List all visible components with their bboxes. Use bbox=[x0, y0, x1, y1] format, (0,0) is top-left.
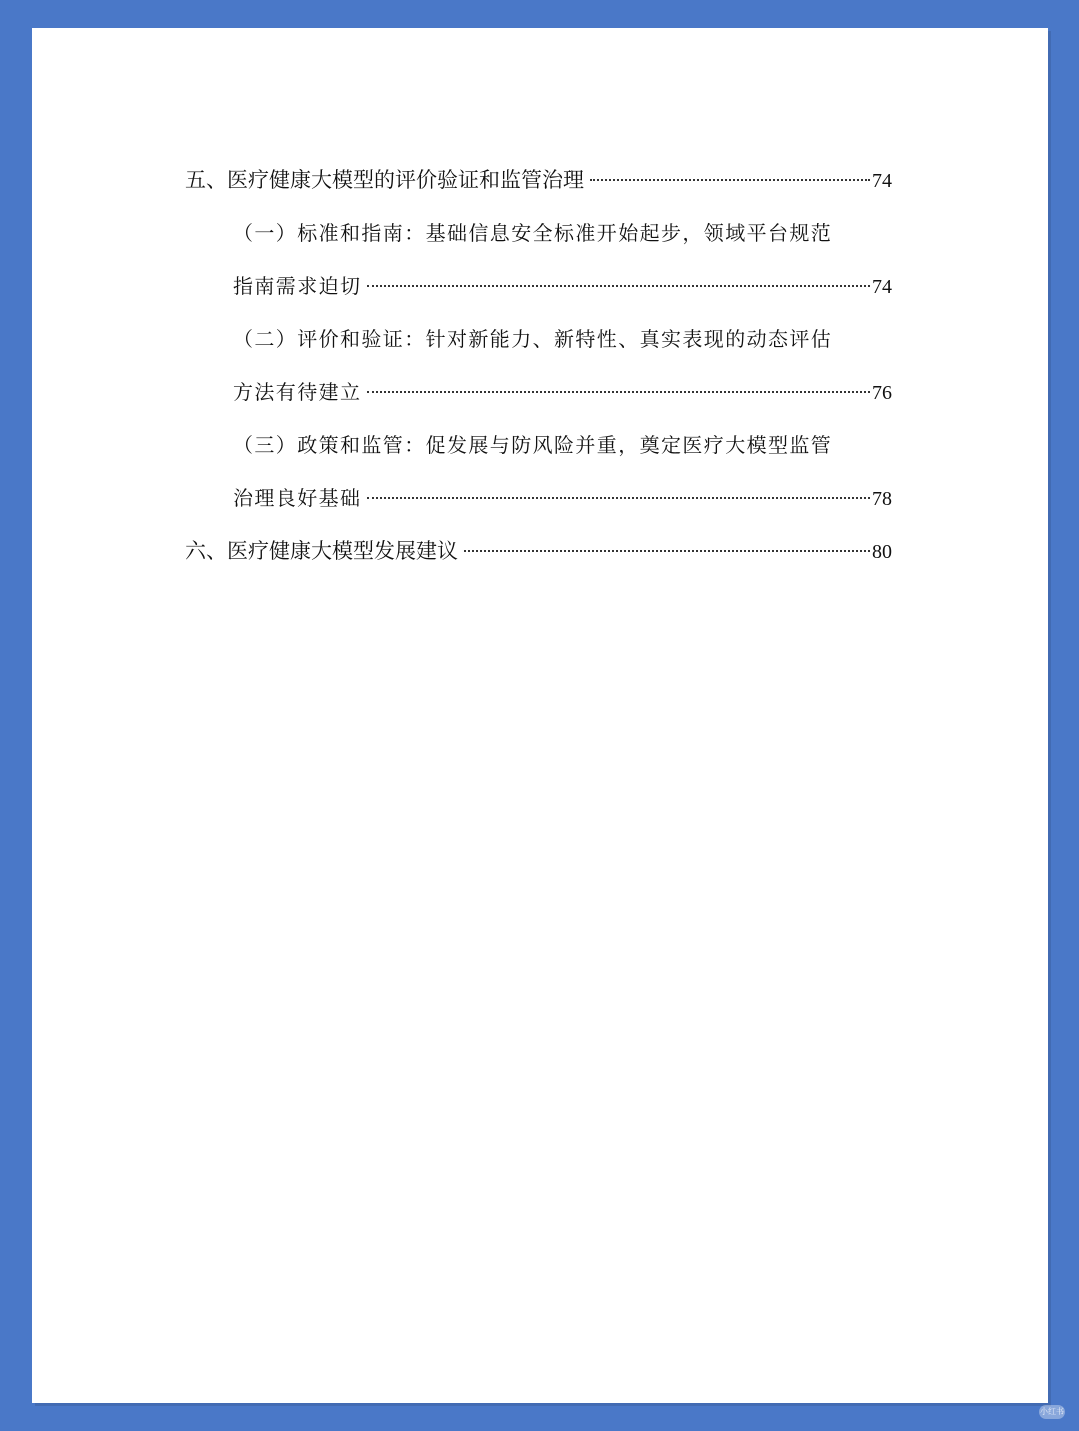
toc-entry-5-2-title: （二）评价和验证：针对新能力、新特性、真实表现的动态评估 bbox=[233, 327, 833, 351]
toc-entry-5-2-line2[interactable] bbox=[185, 366, 892, 419]
toc-entry-5-3-title: （三）政策和监管：促发展与防风险并重，奠定医疗大模型监管 bbox=[233, 433, 833, 457]
toc-entry-6[interactable] bbox=[185, 525, 892, 578]
toc-entry-5-3-line1[interactable] bbox=[185, 419, 892, 472]
toc-entry-5-page: 74 bbox=[872, 170, 892, 192]
toc-dot-leader bbox=[367, 497, 870, 499]
toc-entry-6-title: 六、医疗健康大模型发展建议 bbox=[185, 539, 458, 563]
toc-entry-5-1-title: （一）标准和指南：基础信息安全标准开始起步，领域平台规范 bbox=[233, 221, 833, 245]
watermark-badge: 小红书 bbox=[1039, 1405, 1065, 1419]
toc-entry-5-1-title-cont: 指南需求迫切 bbox=[233, 274, 362, 298]
toc-entry-5-2-title-cont: 方法有待建立 bbox=[233, 380, 362, 404]
toc-dot-leader bbox=[590, 179, 870, 181]
toc-entry-5-1-line1[interactable] bbox=[185, 207, 892, 260]
toc-entry-5-3-title-cont: 治理良好基础 bbox=[233, 486, 362, 510]
toc-entry-5-3-page: 78 bbox=[872, 488, 892, 510]
toc-entry-5[interactable] bbox=[185, 154, 892, 207]
toc-entry-5-3-line2[interactable] bbox=[185, 472, 892, 525]
toc-entry-5-title: 五、医疗健康大模型的评价验证和监管治理 bbox=[185, 168, 584, 192]
toc-dot-leader bbox=[464, 550, 870, 552]
table-of-contents bbox=[185, 154, 892, 578]
toc-entry-5-1-line2[interactable] bbox=[185, 260, 892, 313]
toc-entry-5-2-page: 76 bbox=[872, 382, 892, 404]
document-page bbox=[32, 28, 1048, 1403]
toc-entry-6-page: 80 bbox=[872, 541, 892, 563]
toc-dot-leader bbox=[367, 285, 870, 287]
toc-entry-5-2-line1[interactable] bbox=[185, 313, 892, 366]
toc-dot-leader bbox=[367, 391, 870, 393]
toc-entry-5-1-page: 74 bbox=[872, 276, 892, 298]
